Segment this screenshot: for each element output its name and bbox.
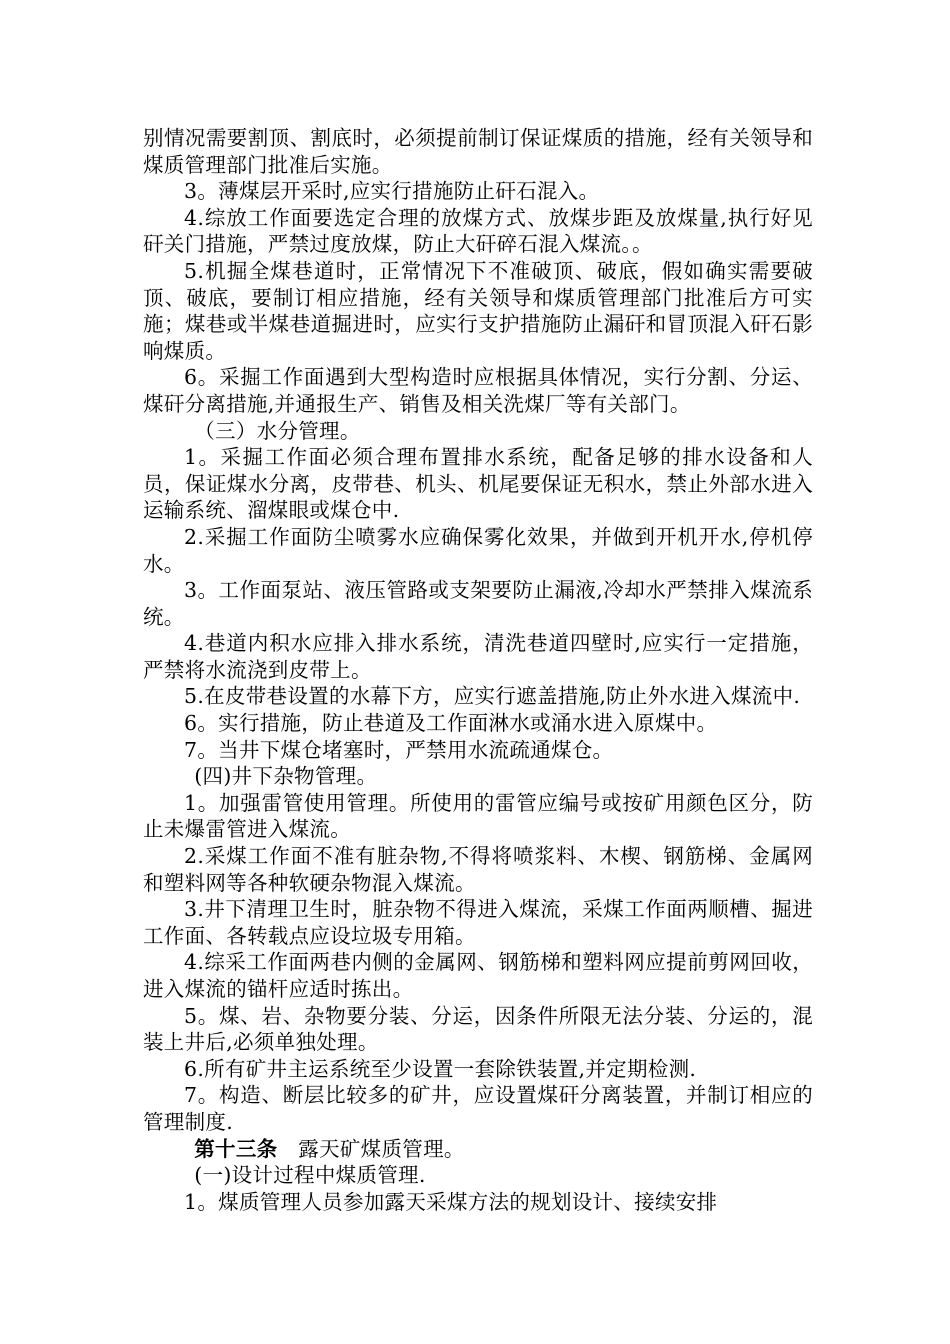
paragraph: 2.采煤工作面不准有脏杂物,不得将喷浆料、木楔、钢筋梯、金属网和塑料网等各种软硬杂物混入煤流。 [143,844,813,895]
paragraph: 1。采掘工作面必须合理布置排水系统，配备足够的排水设备和人员，保证煤水分离，皮带巷、机头、机尾要保证无积水，禁止外部水进入运输系统、溜煤眼或煤仓中. [143,445,813,523]
paragraph: 6。实行措施，防止巷道及工作面淋水或涌水进入原煤中。 [184,711,718,736]
section-heading: (四)井下杂物管理。 [194,764,378,789]
paragraph: 5。煤、岩、杂物要分装、分运，因条件所限无法分装、分运的，混装上井后,必须单独处理。 [143,1003,813,1055]
paragraph: 3。薄煤层开采时,应实行措施防止矸石混入。 [184,179,600,204]
body-text [143,125,813,1215]
paragraph: 6。采掘工作面遇到大型构造时应根据具体情况，实行分割、分运、煤矸分离措施,并通报生产、销售及相关洗煤厂等有关部门。 [143,365,813,416]
paragraph: 7。构造、断层比较多的矿井，应设置煤矸分离装置，并制订相应的管理制度. [143,1083,813,1134]
paragraph: 4.综放工作面要选定合理的放煤方式、放煤步距及放煤量,执行好见矸关门措施，严禁过度放煤，防止大矸碎石混入煤流。。 [143,205,813,257]
paragraph: 4.巷道内积水应排入排水系统，清洗巷道四壁时,应实行一定措施，严禁将水流浇到皮带上。 [143,631,813,682]
paragraph: 5.在皮带巷设置的水幕下方，应实行遮盖措施,防止外水进入煤流中. [184,684,801,709]
paragraph: 3.井下清理卫生时，脏杂物不得进入煤流，采煤工作面两顺槽、掘进工作面、各转载点应设垃圾专用箱。 [143,897,813,948]
paragraph: 6.所有矿井主运系统至少设置一套除铁装置,并定期检测. [184,1056,697,1081]
article-heading [143,1136,813,1163]
article-title: 露天矿煤质管理。 [298,1136,465,1161]
paragraph: 5.机掘全煤巷道时，正常情况下不准破顶、破底，假如确实需要破顶、破底，要制订相应措施，经有关领导和煤质管理部门批准后方可实施；煤巷或半煤巷道掘进时，应实行支护措施防止漏矸和冒顶混入矸石影响煤质。 [143,258,813,363]
paragraph: 4.综采工作面两巷内侧的金属网、钢筋梯和塑料网应提前剪网回收，进入煤流的锚杆应适时拣出。 [143,950,813,1001]
paragraph: 7。当井下煤仓堵塞时，严禁用水流疏通煤仓。 [184,737,614,762]
article-label: 第十三条 [194,1136,278,1161]
paragraph: 2.采掘工作面防尘喷雾水应确保雾化效果，并做到开机开水,停机停水。 [143,524,813,576]
section-heading: (一)设计过程中煤质管理. [194,1163,426,1188]
paragraph: 别情况需要割顶、割底时，必须提前制订保证煤质的措施，经有关领导和煤质管理部门批准后实施。 [143,126,813,177]
paragraph: 3。工作面泵站、液压管路或支架要防止漏液,冷却水严禁排入煤流系统。 [143,578,813,629]
paragraph: 1。加强雷管使用管理。所使用的雷管应编号或按矿用颜色区分，防止未爆雷管进入煤流。 [143,790,813,842]
paragraph: 1。煤质管理人员参加露天采煤方法的规划设计、接续安排 [184,1189,718,1214]
section-heading: （三）水分管理。 [194,418,361,443]
